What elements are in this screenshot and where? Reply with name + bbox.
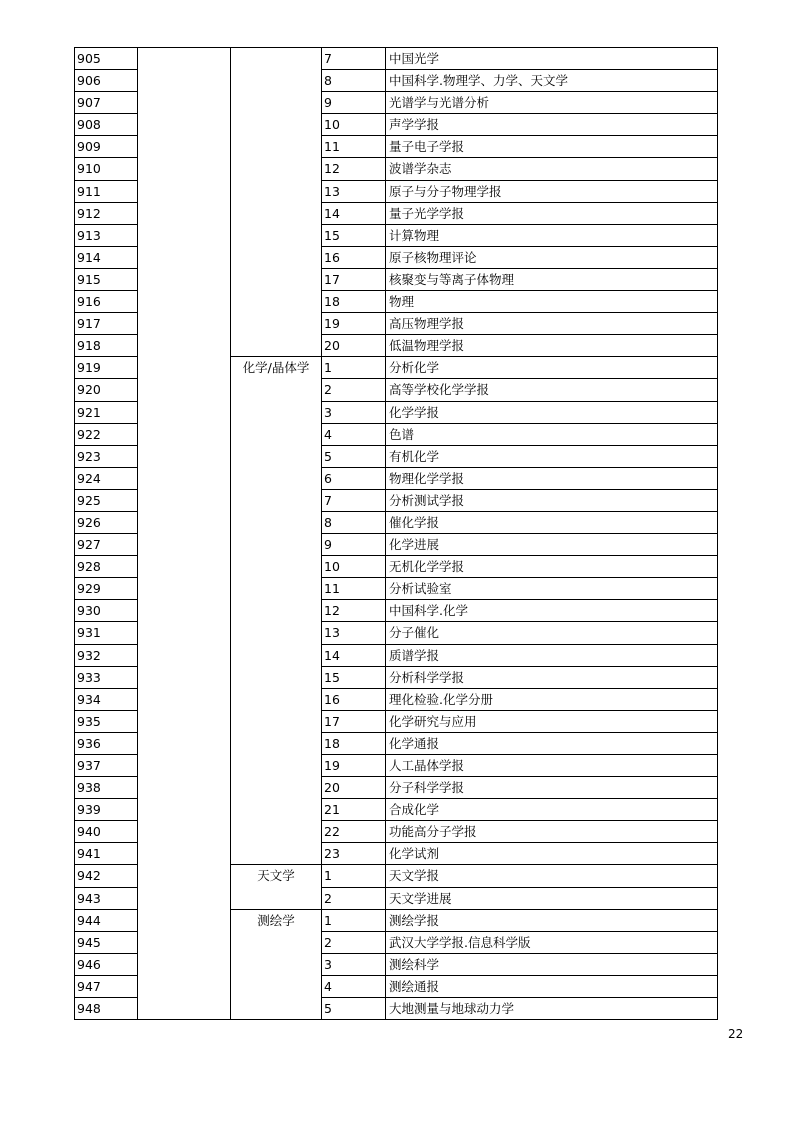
table-row	[75, 489, 718, 511]
serial-number-cell: 937	[75, 755, 138, 777]
serial-number-cell: 923	[75, 445, 138, 467]
rank-cell: 9	[322, 534, 386, 556]
serial-number-cell: 941	[75, 843, 138, 865]
blank-cell	[138, 644, 231, 666]
table-row	[75, 688, 718, 710]
category-cell: 天文学	[231, 865, 322, 887]
blank-cell	[138, 843, 231, 865]
blank-cell	[138, 114, 231, 136]
category-cell	[231, 600, 322, 622]
blank-cell	[138, 534, 231, 556]
rank-cell: 1	[322, 909, 386, 931]
table-row	[75, 931, 718, 953]
journal-name-cell: 测绘通报	[386, 975, 718, 997]
serial-number-cell: 907	[75, 92, 138, 114]
category-cell	[231, 48, 322, 70]
rank-cell: 16	[322, 688, 386, 710]
table-row	[75, 821, 718, 843]
rank-cell: 13	[322, 180, 386, 202]
journal-name-cell: 分子催化	[386, 622, 718, 644]
table-body	[75, 48, 718, 1020]
serial-number-cell: 930	[75, 600, 138, 622]
serial-number-cell: 938	[75, 777, 138, 799]
table-row	[75, 92, 718, 114]
rank-cell: 12	[322, 158, 386, 180]
category-cell	[231, 114, 322, 136]
category-cell	[231, 70, 322, 92]
blank-cell	[138, 246, 231, 268]
table-row	[75, 467, 718, 489]
table-row	[75, 755, 718, 777]
journal-name-cell: 化学学报	[386, 401, 718, 423]
serial-number-cell: 905	[75, 48, 138, 70]
table-row	[75, 644, 718, 666]
serial-number-cell: 909	[75, 136, 138, 158]
blank-cell	[138, 335, 231, 357]
rank-cell: 2	[322, 887, 386, 909]
rank-cell: 22	[322, 821, 386, 843]
journal-name-cell: 高等学校化学学报	[386, 379, 718, 401]
serial-number-cell: 934	[75, 688, 138, 710]
serial-number-cell: 914	[75, 246, 138, 268]
journal-name-cell: 声学学报	[386, 114, 718, 136]
rank-cell: 11	[322, 578, 386, 600]
table-row	[75, 909, 718, 931]
table-row	[75, 600, 718, 622]
category-cell	[231, 644, 322, 666]
journal-name-cell: 化学试剂	[386, 843, 718, 865]
journal-name-cell: 分析试验室	[386, 578, 718, 600]
rank-cell: 14	[322, 202, 386, 224]
category-cell	[231, 202, 322, 224]
table-row	[75, 335, 718, 357]
journal-name-cell: 低温物理学报	[386, 335, 718, 357]
serial-number-cell: 911	[75, 180, 138, 202]
journal-name-cell: 量子电子学报	[386, 136, 718, 158]
category-cell	[231, 489, 322, 511]
category-cell	[231, 158, 322, 180]
category-cell	[231, 887, 322, 909]
table-row	[75, 534, 718, 556]
table-row	[75, 357, 718, 379]
serial-number-cell: 947	[75, 975, 138, 997]
serial-number-cell: 943	[75, 887, 138, 909]
rank-cell: 17	[322, 710, 386, 732]
blank-cell	[138, 423, 231, 445]
blank-cell	[138, 268, 231, 290]
category-cell	[231, 401, 322, 423]
rank-cell: 14	[322, 644, 386, 666]
serial-number-cell: 925	[75, 489, 138, 511]
blank-cell	[138, 755, 231, 777]
table-row	[75, 246, 718, 268]
journal-name-cell: 化学研究与应用	[386, 710, 718, 732]
blank-cell	[138, 975, 231, 997]
blank-cell	[138, 732, 231, 754]
serial-number-cell: 939	[75, 799, 138, 821]
table-row	[75, 136, 718, 158]
journal-name-cell: 色谱	[386, 423, 718, 445]
serial-number-cell: 910	[75, 158, 138, 180]
table-row	[75, 313, 718, 335]
table-row	[75, 998, 718, 1020]
rank-cell: 7	[322, 48, 386, 70]
table-row	[75, 114, 718, 136]
journal-name-cell: 中国光学	[386, 48, 718, 70]
category-cell	[231, 975, 322, 997]
blank-cell	[138, 357, 231, 379]
rank-cell: 15	[322, 224, 386, 246]
rank-cell: 1	[322, 865, 386, 887]
blank-cell	[138, 556, 231, 578]
journal-name-cell: 中国科学.物理学、力学、天文学	[386, 70, 718, 92]
category-cell	[231, 92, 322, 114]
serial-number-cell: 927	[75, 534, 138, 556]
rank-cell: 18	[322, 732, 386, 754]
table-row	[75, 445, 718, 467]
serial-number-cell: 932	[75, 644, 138, 666]
serial-number-cell: 946	[75, 953, 138, 975]
journal-name-cell: 原子与分子物理学报	[386, 180, 718, 202]
blank-cell	[138, 998, 231, 1020]
serial-number-cell: 913	[75, 224, 138, 246]
category-cell	[231, 313, 322, 335]
category-cell	[231, 246, 322, 268]
blank-cell	[138, 158, 231, 180]
serial-number-cell: 928	[75, 556, 138, 578]
blank-cell	[138, 887, 231, 909]
journal-name-cell: 分析化学	[386, 357, 718, 379]
serial-number-cell: 944	[75, 909, 138, 931]
blank-cell	[138, 489, 231, 511]
serial-number-cell: 912	[75, 202, 138, 224]
category-cell	[231, 710, 322, 732]
category-cell	[231, 799, 322, 821]
table-row	[75, 158, 718, 180]
journal-name-cell: 质谱学报	[386, 644, 718, 666]
journal-name-cell: 化学通报	[386, 732, 718, 754]
category-cell	[231, 511, 322, 533]
journal-name-cell: 核聚变与等离子体物理	[386, 268, 718, 290]
rank-cell: 3	[322, 953, 386, 975]
rank-cell: 9	[322, 92, 386, 114]
blank-cell	[138, 953, 231, 975]
rank-cell: 12	[322, 600, 386, 622]
journal-name-cell: 测绘学报	[386, 909, 718, 931]
blank-cell	[138, 688, 231, 710]
journal-name-cell: 中国科学.化学	[386, 600, 718, 622]
category-cell	[231, 268, 322, 290]
rank-cell: 11	[322, 136, 386, 158]
serial-number-cell: 908	[75, 114, 138, 136]
journal-name-cell: 分子科学学报	[386, 777, 718, 799]
blank-cell	[138, 578, 231, 600]
rank-cell: 15	[322, 666, 386, 688]
table-row	[75, 401, 718, 423]
rank-cell: 19	[322, 313, 386, 335]
blank-cell	[138, 511, 231, 533]
journal-name-cell: 分析测试学报	[386, 489, 718, 511]
table-row	[75, 224, 718, 246]
table-row	[75, 777, 718, 799]
table-row	[75, 578, 718, 600]
category-cell	[231, 534, 322, 556]
rank-cell: 8	[322, 70, 386, 92]
category-cell	[231, 732, 322, 754]
rank-cell: 18	[322, 291, 386, 313]
journal-name-cell: 物理	[386, 291, 718, 313]
table-row	[75, 70, 718, 92]
table-row	[75, 48, 718, 70]
page-number: 22	[728, 1027, 744, 1041]
table-row	[75, 622, 718, 644]
category-cell	[231, 777, 322, 799]
journal-name-cell: 合成化学	[386, 799, 718, 821]
journal-name-cell: 波谱学杂志	[386, 158, 718, 180]
blank-cell	[138, 777, 231, 799]
serial-number-cell: 917	[75, 313, 138, 335]
blank-cell	[138, 180, 231, 202]
category-cell	[231, 423, 322, 445]
serial-number-cell: 922	[75, 423, 138, 445]
blank-cell	[138, 865, 231, 887]
serial-number-cell: 916	[75, 291, 138, 313]
serial-number-cell: 921	[75, 401, 138, 423]
category-cell	[231, 379, 322, 401]
blank-cell	[138, 666, 231, 688]
journal-name-cell: 武汉大学学报.信息科学版	[386, 931, 718, 953]
table-row	[75, 953, 718, 975]
category-cell	[231, 556, 322, 578]
blank-cell	[138, 467, 231, 489]
serial-number-cell: 942	[75, 865, 138, 887]
journal-name-cell: 高压物理学报	[386, 313, 718, 335]
table-row	[75, 975, 718, 997]
blank-cell	[138, 70, 231, 92]
journal-name-cell: 分析科学学报	[386, 666, 718, 688]
rank-cell: 4	[322, 423, 386, 445]
journal-table	[74, 47, 718, 1020]
category-cell	[231, 998, 322, 1020]
rank-cell: 2	[322, 379, 386, 401]
blank-cell	[138, 799, 231, 821]
blank-cell	[138, 379, 231, 401]
category-cell	[231, 445, 322, 467]
journal-name-cell: 原子核物理评论	[386, 246, 718, 268]
category-cell: 化学/晶体学	[231, 357, 322, 379]
serial-number-cell: 929	[75, 578, 138, 600]
blank-cell	[138, 224, 231, 246]
journal-name-cell: 量子光学学报	[386, 202, 718, 224]
rank-cell: 23	[322, 843, 386, 865]
table-row	[75, 843, 718, 865]
category-cell	[231, 821, 322, 843]
journal-name-cell: 化学进展	[386, 534, 718, 556]
category-cell	[231, 467, 322, 489]
serial-number-cell: 933	[75, 666, 138, 688]
rank-cell: 7	[322, 489, 386, 511]
rank-cell: 20	[322, 335, 386, 357]
category-cell	[231, 931, 322, 953]
journal-name-cell: 有机化学	[386, 445, 718, 467]
journal-name-cell: 理化检验.化学分册	[386, 688, 718, 710]
serial-number-cell: 920	[75, 379, 138, 401]
blank-cell	[138, 600, 231, 622]
serial-number-cell: 931	[75, 622, 138, 644]
blank-cell	[138, 710, 231, 732]
category-cell	[231, 666, 322, 688]
serial-number-cell: 936	[75, 732, 138, 754]
rank-cell: 5	[322, 998, 386, 1020]
serial-number-cell: 918	[75, 335, 138, 357]
blank-cell	[138, 622, 231, 644]
table-row	[75, 556, 718, 578]
table-row	[75, 511, 718, 533]
table-row	[75, 202, 718, 224]
serial-number-cell: 935	[75, 710, 138, 732]
blank-cell	[138, 445, 231, 467]
table-row	[75, 379, 718, 401]
blank-cell	[138, 313, 231, 335]
journal-name-cell: 光谱学与光谱分析	[386, 92, 718, 114]
table-row	[75, 268, 718, 290]
rank-cell: 20	[322, 777, 386, 799]
rank-cell: 19	[322, 755, 386, 777]
rank-cell: 6	[322, 467, 386, 489]
table-row	[75, 732, 718, 754]
rank-cell: 13	[322, 622, 386, 644]
rank-cell: 8	[322, 511, 386, 533]
rank-cell: 4	[322, 975, 386, 997]
serial-number-cell: 919	[75, 357, 138, 379]
journal-name-cell: 大地测量与地球动力学	[386, 998, 718, 1020]
category-cell	[231, 843, 322, 865]
category-cell: 测绘学	[231, 909, 322, 931]
blank-cell	[138, 136, 231, 158]
blank-cell	[138, 821, 231, 843]
table-row	[75, 710, 718, 732]
blank-cell	[138, 909, 231, 931]
blank-cell	[138, 931, 231, 953]
category-cell	[231, 180, 322, 202]
rank-cell: 5	[322, 445, 386, 467]
category-cell	[231, 953, 322, 975]
serial-number-cell: 948	[75, 998, 138, 1020]
serial-number-cell: 915	[75, 268, 138, 290]
rank-cell: 21	[322, 799, 386, 821]
category-cell	[231, 335, 322, 357]
blank-cell	[138, 48, 231, 70]
rank-cell: 17	[322, 268, 386, 290]
serial-number-cell: 926	[75, 511, 138, 533]
rank-cell: 10	[322, 556, 386, 578]
table-row	[75, 291, 718, 313]
serial-number-cell: 945	[75, 931, 138, 953]
table-row	[75, 799, 718, 821]
table-row	[75, 865, 718, 887]
category-cell	[231, 688, 322, 710]
journal-name-cell: 测绘科学	[386, 953, 718, 975]
rank-cell: 2	[322, 931, 386, 953]
blank-cell	[138, 202, 231, 224]
table-row	[75, 180, 718, 202]
table-row	[75, 887, 718, 909]
blank-cell	[138, 401, 231, 423]
journal-name-cell: 催化学报	[386, 511, 718, 533]
journal-name-cell: 天文学报	[386, 865, 718, 887]
blank-cell	[138, 291, 231, 313]
serial-number-cell: 924	[75, 467, 138, 489]
category-cell	[231, 224, 322, 246]
table-row	[75, 423, 718, 445]
category-cell	[231, 755, 322, 777]
table-row	[75, 666, 718, 688]
category-cell	[231, 136, 322, 158]
journal-name-cell: 无机化学学报	[386, 556, 718, 578]
journal-name-cell: 功能高分子学报	[386, 821, 718, 843]
serial-number-cell: 940	[75, 821, 138, 843]
rank-cell: 3	[322, 401, 386, 423]
journal-name-cell: 天文学进展	[386, 887, 718, 909]
category-cell	[231, 291, 322, 313]
serial-number-cell: 906	[75, 70, 138, 92]
rank-cell: 16	[322, 246, 386, 268]
rank-cell: 1	[322, 357, 386, 379]
blank-cell	[138, 92, 231, 114]
rank-cell: 10	[322, 114, 386, 136]
journal-name-cell: 计算物理	[386, 224, 718, 246]
journal-name-cell: 人工晶体学报	[386, 755, 718, 777]
category-cell	[231, 578, 322, 600]
journal-name-cell: 物理化学学报	[386, 467, 718, 489]
category-cell	[231, 622, 322, 644]
